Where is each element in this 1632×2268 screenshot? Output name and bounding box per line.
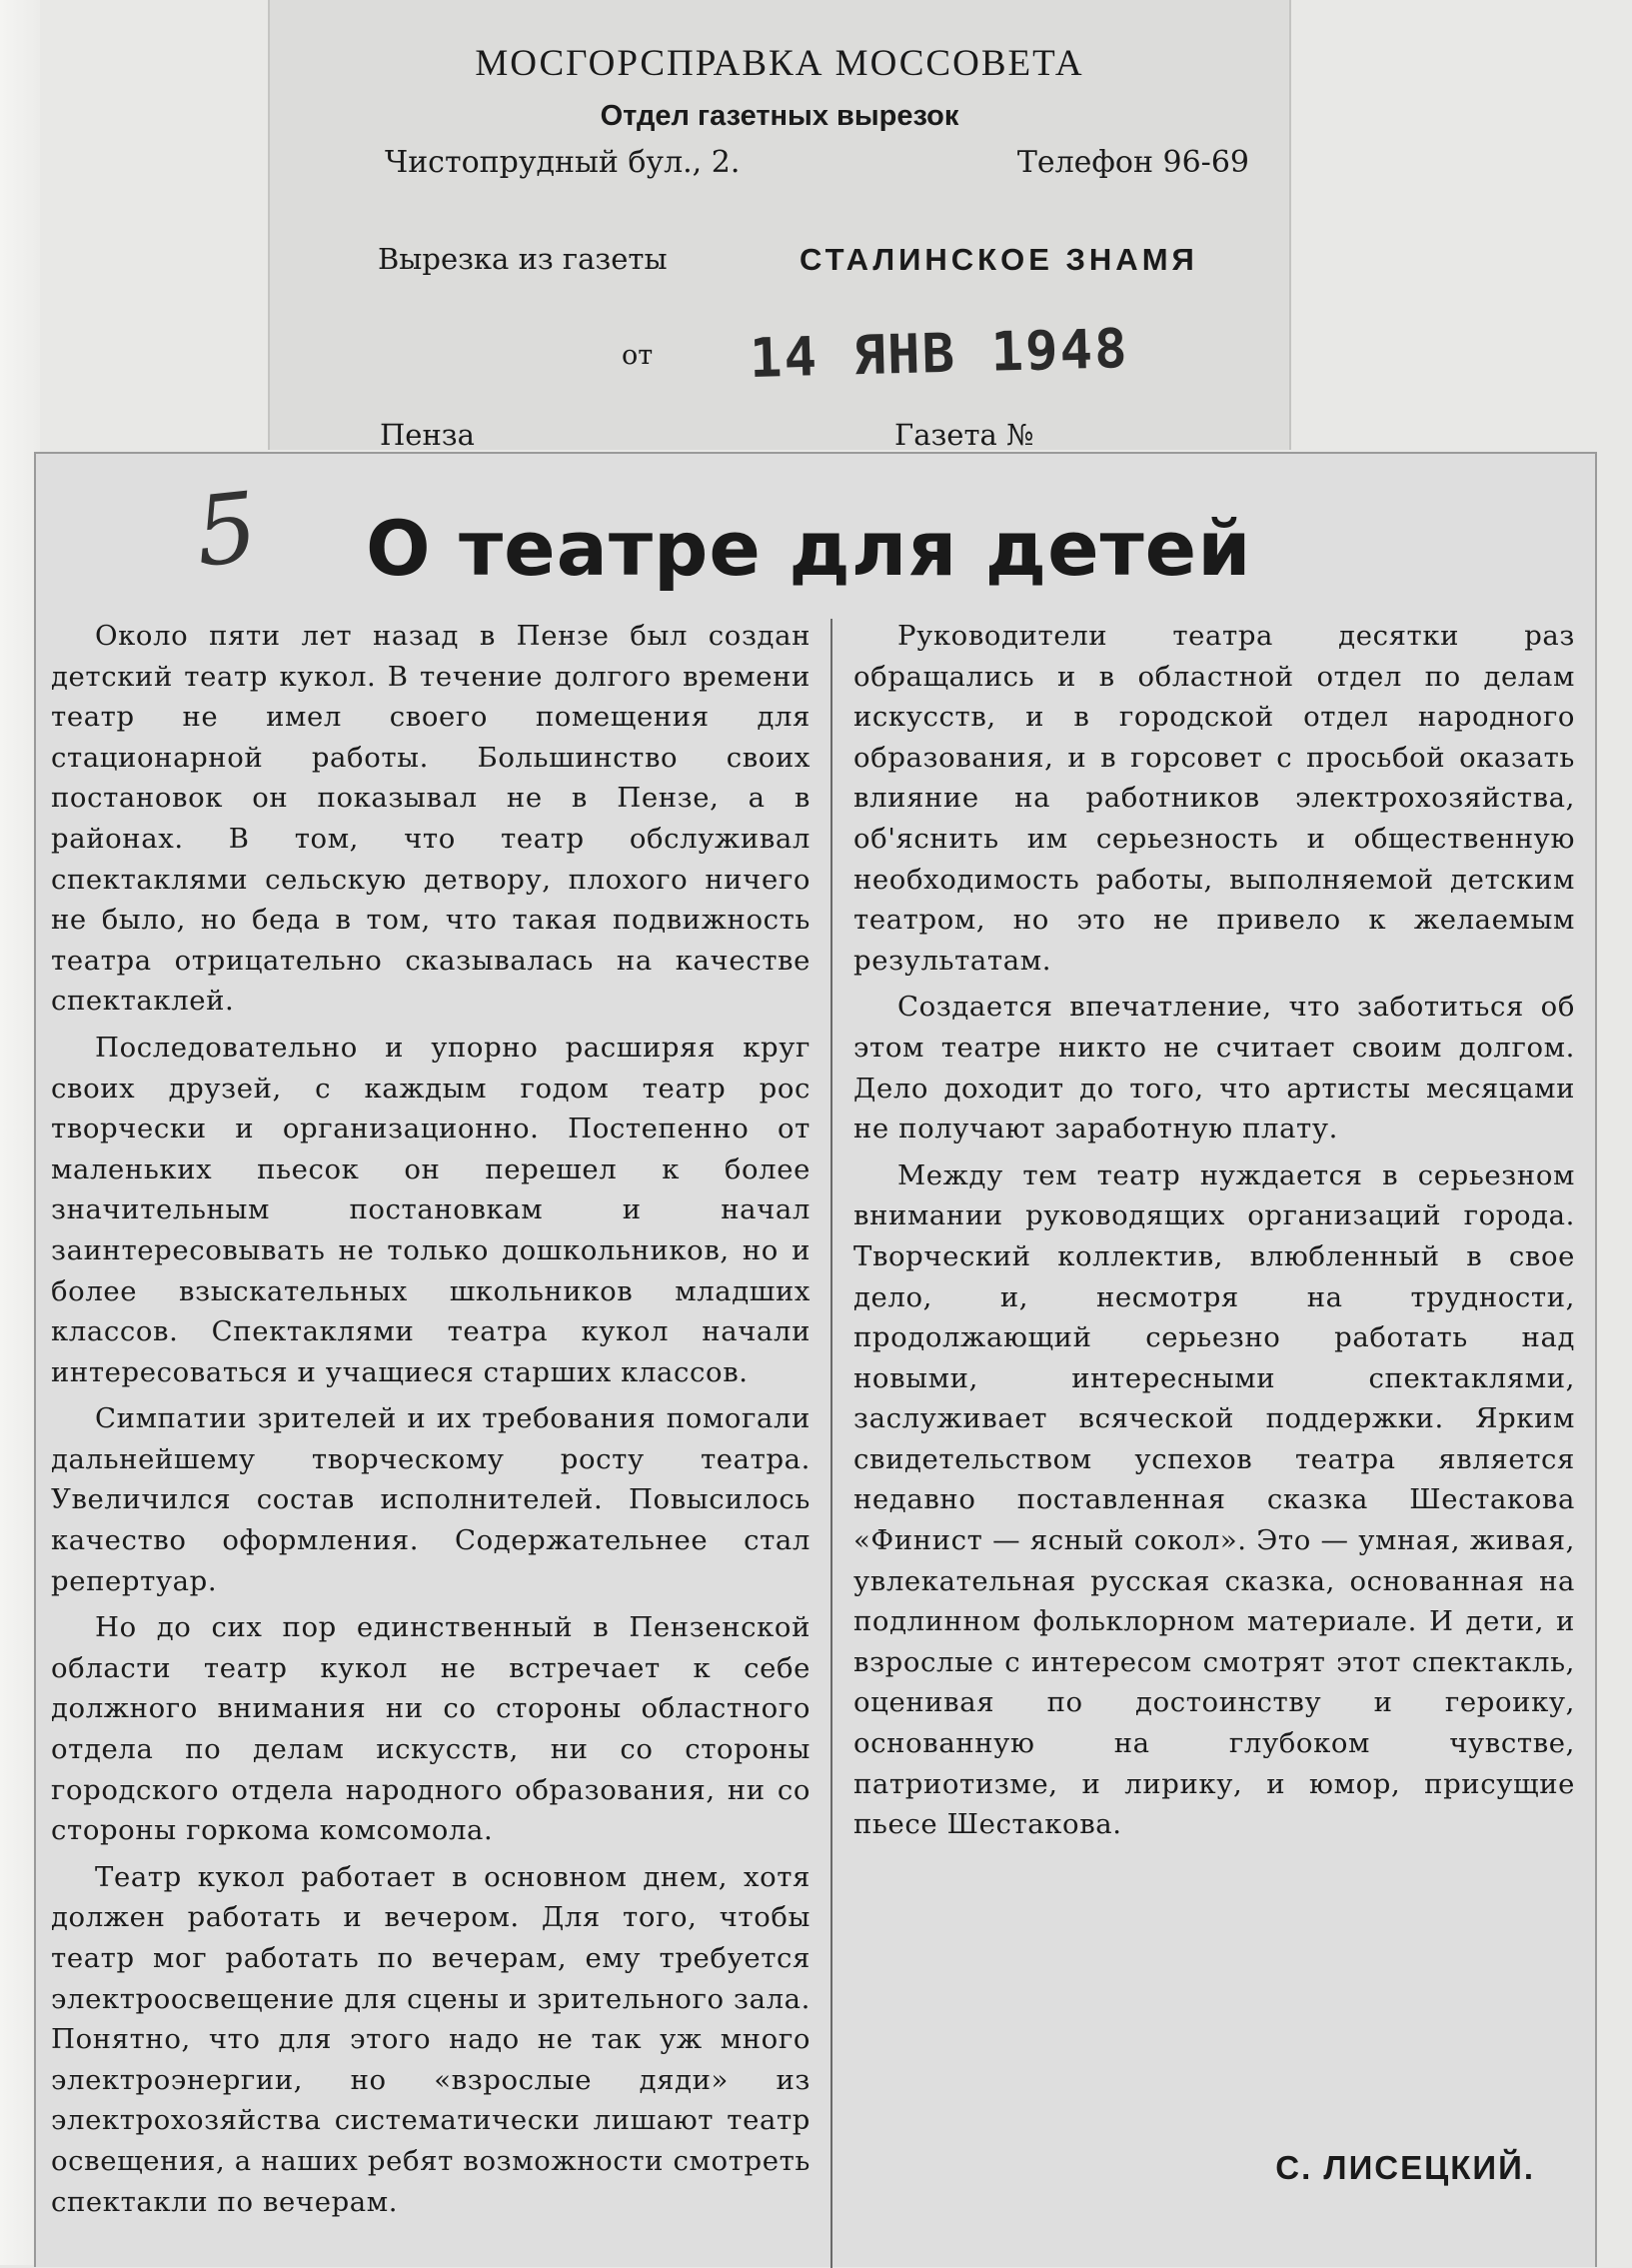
article-column-left <box>51 616 811 2228</box>
newspaper-name: СТАЛИНСКОЕ ЗНАМЯ <box>800 242 1198 277</box>
agency-address: Чистопрудный бул., 2. <box>385 145 741 180</box>
article-paragraph: Руководители театра десятки раз обращались и в областной отдел по делам искусств, и в городской отдел народного образования, и в горсовет с просьбой оказать влияние на работников электрохозяйства, об'яснить им серьезность и общественную необходимость работы, выполняемой детским театром, но это не привело к желаемым результатам. <box>853 620 1575 977</box>
article-title: О театре для детей <box>366 504 1252 593</box>
clipping-service-slip <box>268 0 1291 450</box>
article-paragraph: Около пяти лет назад в Пензе был создан детский театр кукол. В течение долгого времени театр не имел своего помещения для стационарной работы. Большинство своих постановок он показывал не в Пензе, а в районах. В том, что театр обслуживал спектаклями сельскую детвору, плохого ничего не было, но беда в том, что такая подвижность театра отрицательно сказывалась на качестве спектаклей. <box>51 620 811 1018</box>
article-column-right <box>853 616 1575 1851</box>
article-paragraph: Создается впечатление, что заботиться об этом театре никто не считает своим долгом. Дело доходит до того, что артисты месяцами не получают заработную плату. <box>853 991 1575 1145</box>
article-paragraph: Театр кукол работает в основном днем, хотя должен работать и вечером. Для того, чтобы театр мог работать по вечерам, ему требуется электроосвещение для сцены и зрительного зала. Понятно, что для этого надо не так уж много электроэнергии, но «взрослые дяди» из электрохозяйства систематически лишают театр освещения, а наших ребят возможности смотреть спектакли по вечерам. <box>51 1860 811 2218</box>
date-stamp: 14 ЯНВ 1948 <box>749 317 1130 390</box>
date-from-label: от <box>622 340 654 371</box>
clipping-label: Вырезка из газеты <box>378 242 668 276</box>
article-paragraph: Но до сих пор единственный в Пензенской области театр кукол не встречает к себе должного внимания ни со стороны областного отдела по делам искусств, ни со стороны городского отдела народного образования, ни со стороны горкома комсомола. <box>51 1611 811 1847</box>
column-divider <box>830 619 832 2268</box>
handwritten-section-number: 5 <box>190 471 263 589</box>
newspaper-city: Пенза <box>380 418 475 452</box>
article-paragraph: Последовательно и упорно расширяя круг своих друзей, с каждым годом театр рос творчески и организационно. Постепенно от маленьких пьесок он перешел к более значительным постановкам и начал заинтересовывать не только дошкольников, но и более взыскательных школьников младших классов. Спектаклями театра кукол начали интересоваться и учащиеся старших классов. <box>51 1031 811 1388</box>
article-author: С. ЛИСЕЦКИЙ. <box>1275 2149 1535 2186</box>
agency-phone: Телефон 96-69 <box>1016 145 1249 180</box>
issue-number-label: Газета № <box>894 418 1034 452</box>
department-name: Отдел газетных вырезок <box>600 100 959 132</box>
agency-name: МОСГОРСПРАВКА МОССОВЕТА <box>475 43 1084 84</box>
newspaper-clipping <box>34 452 1597 2267</box>
article-paragraph: Симпатии зрителей и их требования помогали дальнейшему творческому росту театра. Увеличился состав исполнителей. Повысилось качество оформления. Содержательнее стал репертуар. <box>51 1402 811 1597</box>
article-paragraph: Между тем театр нуждается в серьезном внимании руководящих организаций города. Творческий коллектив, влюбленный в свое дело, и, несмотря на трудности, продолжающий серьезно работать над новыми, интересными спектаклями, заслуживает всяческой поддержки. Ярким свидетельством успехов театра является недавно поставленная сказка Шестакова «Финист — ясный сокол». Это — умная, живая, увлекательная русская сказка, основанная на подлинном фольклорном материале. И дети, и взрослые с интересом смотрят этот спектакль, оценивая по достоинству и героику, основанную на глубоком чувстве, патриотизме, и лирику, и юмор, присущие пьесе Шестакова. <box>853 1158 1575 1841</box>
